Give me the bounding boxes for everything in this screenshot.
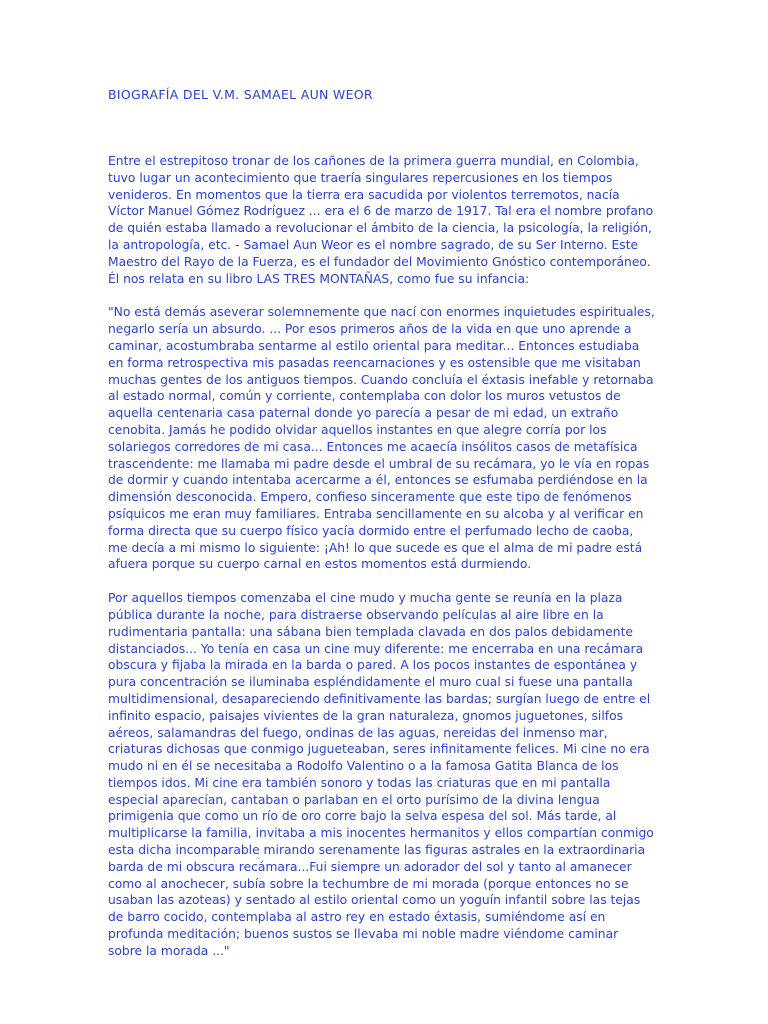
paragraph-quote-cinema: Por aquellos tiempos comenzaba el cine mudo y mucha gente se reunía en la plaza pública durante la noche, para distraerse observando películas al aire libre en la rudimentaria pantalla: una sábana bien templada clavada en dos palos debidamente distanciados... Yo tenía en casa un cine muy diferente: me encerraba en una recámara obscura y fijaba la mirada en la barda o pared. A los pocos instantes de espontánea y pura concentración se iluminaba espléndidamente el muro cual si fuese una pantalla multidimensional, desapareciendo definitivamente las bardas; surgían luego de entre el infinito espacio, paisajes vivientes de la gran naturaleza, gnomos juguetones, silfos aéreos, salamandras del fuego, ondinas de las aguas, nereidas del inmenso mar, criaturas dichosas que conmigo jugueteaban, seres infinitamente felices. Mi cine no era mudo ni en él se necesitaba a Rodolfo Valentino o a la famosa Gatita Blanca de los tiempos idos. Mi cine era también sonoro y todas las criaturas que en mi pantalla especial aparecían, cantaban o parlaban en el orto purísimo de la divina lengua primigenia que como un río de oro corre bajo la selva espesa del sol. Más tarde, al multiplicarse la familia, invitaba a mis inocentes hermanitos y ellos compartían conmigo esta dicha incomparable mirando serenamente las figuras astrales en la extraordinaria barda de mi obscura recámara...Fui siempre un adorador del sol y tanto al amanecer como al anochecer, subía sobre la techumbre de mi morada (porque entonces no se usaban las azoteas) y sentado al estilo oriental como un yoguín infantil sobre las tejas de barro cocido, contemplaba al astro rey en estado éxtasis, sumiéndome así en profunda meditación; buenos sustos se llevaba mi noble madre viéndome caminar sobre la morada ..." — [108, 591, 654, 958]
document-title: BIOGRAFÍA DEL V.M. SAMAEL AUN WEOR — [108, 87, 373, 102]
paragraph-quote-childhood: "No está demás aseverar solemnemente que nací con enormes inquietudes espirituales, negarlo sería un absurdo. ... Por esos primeros años de la vida en que uno aprende a caminar, acostumbraba sentarme al estilo oriental para meditar... Entonces estudiaba en forma retrospectiva mis pasadas reencarnaciones y es ostensible que me visitaban muchas gentes de los antiguos tiempos. Cuando concluía el éxtasis inefable y retornaba al estado normal, común y corriente, contemplaba con dolor los muros vetustos de aquella centenaria casa paternal donde yo parecía a pesar de mi edad, un extraño cenobita. Jamás he podido olvidar aquellos instantes en que alegre corría por los solariegos corredores de mi casa... Entonces me acaecía insólitos casos de metafísica trascendente: me llamaba mi padre desde el umbral de su recámara, yo le vía en ropas de dormir y cuando intentaba acercarme a él, entonces se esfumaba perdiéndose en la dimensión desconocida. Empero, confieso sinceramente que este tipo de fenómenos psíquicos me eran muy familiares. Entraba sencillamente en su alcoba y al verificar en forma directa que su cuerpo físico yacía dormido entre el perfumado lecho de caoba, me decía a mi mismo lo siguiente: ¡Ah! lo que sucede es que el alma de mi padre está afuera porque su cuerpo carnal en estos momentos está durmiendo. — [108, 305, 655, 572]
paragraph-intro: Entre el estrepitoso tronar de los cañones de la primera guerra mundial, en Colombia, tuvo lugar un acontecimiento que traería singulares repercusiones en los tiempos venideros. En momentos que la tierra era sacudida por violentos terremotos, nacía Víctor Manuel Gómez Rodríguez ... era el 6 de marzo de 1917. Tal era el nombre profano de quién estaba llamado a revolucionar el ámbito de la ciencia, la psicología, la religión, la antropología, etc. - Samael Aun Weor es el nombre sagrado, de su Ser Interno. Este Maestro del Rayo de la Fuerza, es el fundador del Movimiento Gnóstico contemporáneo. Él nos relata en su libro LAS TRES MONTAÑAS, como fue su infancia: — [108, 154, 654, 286]
document-body — [108, 153, 656, 977]
